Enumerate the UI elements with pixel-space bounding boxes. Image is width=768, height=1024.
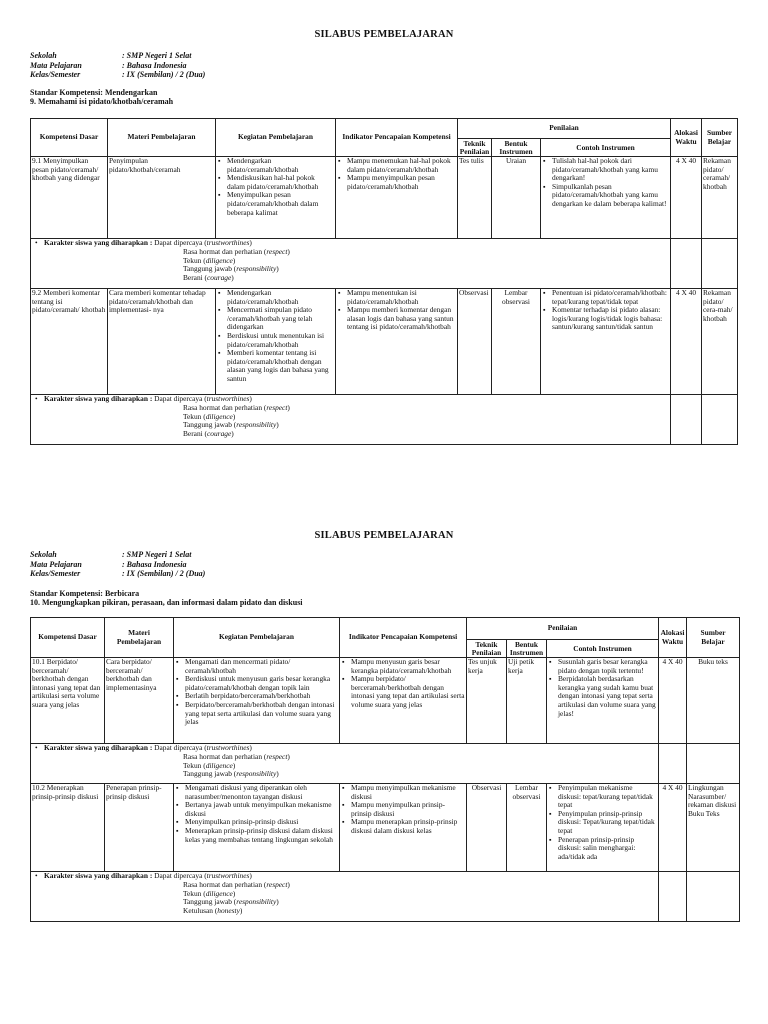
karakter-row bbox=[31, 395, 738, 445]
karakter-item: Tekun (diligence) bbox=[183, 411, 236, 421]
list-item: ▪ Mampu menyimpulkan prinsip-prinsip diskusi bbox=[351, 801, 465, 818]
materi-cell: Penyimpulan pidato/khotbah/ceramah bbox=[108, 157, 216, 239]
identity-key: Mata Pelajaran bbox=[30, 559, 82, 569]
contoh-cell bbox=[541, 289, 671, 395]
alokasi-cell: 4 X 40 bbox=[659, 784, 687, 872]
list-item: ▪ Mendengarkan pidato/ceramah/khotbah bbox=[227, 157, 334, 174]
list-item: ▪ Mampu menemukan hal-hal pokok dalam pidato/ceramah/khotbah bbox=[347, 157, 456, 174]
karakter-lead: Karakter siswa yang diharapkan : bbox=[44, 871, 153, 880]
karakter-item: Dapat dipercaya (trustworthines) bbox=[154, 394, 252, 403]
karakter-item: Dapat dipercaya (trustworthines) bbox=[154, 238, 252, 247]
header-indikator: Indikator Pencapaian Kompetensi bbox=[336, 119, 458, 157]
sumber-cell: Lingkungan Narasumber/ rekaman diskusi Buku Teks bbox=[687, 784, 740, 872]
sumber-cell: Buku teks bbox=[687, 658, 740, 744]
alokasi-cell: 4 X 40 bbox=[671, 157, 702, 239]
identity-key: Mata Pelajaran bbox=[30, 60, 82, 70]
header-teknik: Teknik Penilaian bbox=[467, 640, 507, 658]
karakter-item: Berani (courage) bbox=[183, 273, 234, 283]
standar-kompetensi bbox=[30, 88, 173, 106]
alokasi-cell: 4 X 40 bbox=[659, 658, 687, 744]
list-item: ▪ Menerapkan prinsip-prinsip diskusi dalam diskusi kelas yang membahas tentang lingkungan sekolah bbox=[185, 827, 338, 844]
list-item: ▪ Mampu memberi komentar dengan alasan logis dan bahasa yang santun tentang isi pidato/ceramah/khotbah bbox=[347, 306, 456, 332]
bullet-icon: • bbox=[35, 394, 38, 403]
karakter-row bbox=[31, 239, 738, 289]
identity-value: : IX (Sembilan) / 2 (Dua) bbox=[122, 70, 206, 79]
sumber-cell: Rekaman pidato/ ceramah/ khotbah bbox=[702, 157, 738, 239]
list-item: ▪ Memberi komentar tentang isi pidato/ceramah/khotbah dengan alasan yang logis dan bahasa yang santun bbox=[227, 349, 334, 383]
teknik-cell: Tes tulis bbox=[458, 157, 492, 239]
karakter-item: Berani (courage) bbox=[183, 429, 234, 439]
syllabus-table bbox=[30, 118, 738, 445]
list-item: ▪ Mampu menyimpulkan pesan pidato/ceramah/khotbah bbox=[347, 174, 456, 191]
header-kegiatan: Kegiatan Pembelajaran bbox=[174, 618, 340, 658]
list-item: ▪ Simpulkanlah pesan pidato/ceramah/khotbah yang kamu dengarkan ke dalam beberapa kalimat! bbox=[552, 183, 669, 209]
standar-kompetensi bbox=[30, 589, 303, 607]
header-sumber: Sumber Belajar bbox=[702, 119, 738, 157]
page-title: SILABUS PEMBELAJARAN bbox=[314, 530, 454, 541]
karakter-row bbox=[31, 744, 740, 784]
table-row bbox=[31, 289, 738, 395]
list-item: ▪ Mampu menyimpulkan mekanisme diskusi bbox=[351, 784, 465, 801]
karakter-cell bbox=[31, 872, 659, 922]
list-item: ▪ Mengamati diskusi yang diperankan oleh narasumber/menonton tayangan diskusi bbox=[185, 784, 338, 801]
karakter-lead: Karakter siswa yang diharapkan : bbox=[44, 394, 153, 403]
bentuk-cell: Lembar observasi bbox=[507, 784, 547, 872]
header-alokasi: Alokasi Waktu bbox=[671, 119, 702, 157]
karakter-item: Rasa hormat dan perhatian (respect) bbox=[183, 402, 290, 412]
contoh-cell bbox=[547, 658, 659, 744]
indikator-cell bbox=[340, 784, 467, 872]
karakter-cell bbox=[31, 395, 671, 445]
materi-cell: Cara berpidato/ berceramah/ berkhotbah dan implementasinya bbox=[105, 658, 174, 744]
bentuk-cell: Uji petik kerja bbox=[507, 658, 547, 744]
karakter-item: Tanggung jawab (responsibility) bbox=[183, 897, 279, 907]
indikator-cell bbox=[336, 289, 458, 395]
list-item: ▪ Bertanya jawab untuk menyimpulkan mekanisme diskusi bbox=[185, 801, 338, 818]
karakter-item: Tekun (diligence) bbox=[183, 255, 236, 265]
header-penilaian: Penilaian bbox=[467, 618, 659, 640]
list-item: ▪ Komentar terhadap isi pidato alasan: logis/kurang logis/tidak logis bahasa: santun/kurang santun/tidak santun bbox=[552, 306, 669, 332]
kd-cell: 10.1 Berpidato/ berceramah/ berkhotbah dengan intonasi yang tepat dan artikulasi serta volume suara yang jelas bbox=[31, 658, 105, 744]
list-item: ▪ Mampu berpidato/ berceramah/berkhotbah dengan intonasi yang tepat dan artikulasi serta volume suara yang jelas bbox=[351, 675, 465, 709]
kd-cell: 9.1 Menyimpulkan pesan pidato/ceramah/ khotbah yang didengar bbox=[31, 157, 108, 239]
header-kegiatan: Kegiatan Pembelajaran bbox=[216, 119, 336, 157]
karakter-lead: Karakter siswa yang diharapkan : bbox=[44, 743, 153, 752]
indikator-cell bbox=[336, 157, 458, 239]
contoh-cell bbox=[541, 157, 671, 239]
list-item: ▪ Penyimpulan prinsip-prinsip diskusi: Tepat/kurang tepat/tidak tepat bbox=[558, 810, 657, 836]
list-item: ▪ Menyimpulkan prinsip-prinsip diskusi bbox=[185, 818, 338, 827]
identity-value: : Bahasa Indonesia bbox=[122, 559, 187, 569]
karakter-item: Tekun (diligence) bbox=[183, 760, 236, 770]
header-penilaian: Penilaian bbox=[458, 119, 671, 139]
header-contoh: Contoh Instrumen bbox=[541, 139, 671, 157]
standar-item: 9. Memahami isi pidato/khotbah/ceramah bbox=[30, 97, 174, 106]
identity-value: : SMP Negeri 1 Selat bbox=[122, 51, 192, 60]
materi-cell: Cara memberi komentar tehadap pidato/ceramah/khotbah dan implementasi- nya bbox=[108, 289, 216, 395]
karakter-item: Rasa hormat dan perhatian (respect) bbox=[183, 879, 290, 889]
karakter-item: Rasa hormat dan perhatian (respect) bbox=[183, 751, 290, 761]
karakter-item: Tanggung jawab (responsibility) bbox=[183, 769, 279, 779]
list-item: ▪ Berpidato/berceramah/berkhotbah dengan intonasi yang tepat serta artikulasi dan volume suara yang jelas bbox=[185, 701, 338, 727]
kd-cell: 9.2 Memberi komentar tentang isi pidato/ceramah/ khotbah bbox=[31, 289, 108, 395]
karakter-cell bbox=[31, 744, 659, 784]
karakter-item: Dapat dipercaya (trustworthines) bbox=[154, 871, 252, 880]
alokasi-cell: 4 X 40 bbox=[671, 289, 702, 395]
list-item: ▪ Menyimpulkan pesan pidato/ceramah/khotbah dalam beberapa kalimat bbox=[227, 191, 334, 217]
bentuk-cell: Uraian bbox=[492, 157, 541, 239]
kd-cell: 10.2 Menerapkan prinsip-prinsip diskusi bbox=[31, 784, 105, 872]
kegiatan-cell bbox=[216, 289, 336, 395]
identity-value: : Bahasa Indonesia bbox=[122, 60, 187, 70]
identity-key: Kelas/Semester bbox=[30, 569, 81, 578]
karakter-row bbox=[31, 872, 740, 922]
table-row bbox=[31, 157, 738, 239]
identity-key: Sekolah bbox=[30, 51, 57, 60]
bullet-icon: • bbox=[35, 871, 38, 880]
header-bentuk: Bentuk Instrumen bbox=[492, 139, 541, 157]
header-bentuk: Bentuk Instrumen bbox=[507, 640, 547, 658]
standar-item: 10. Mengungkapkan pikiran, perasaan, dan informasi dalam pidato dan diskusi bbox=[30, 598, 303, 607]
table-row bbox=[31, 784, 740, 872]
identity-block bbox=[30, 51, 205, 80]
identity-key: Sekolah bbox=[30, 550, 57, 559]
syllabus-table bbox=[30, 617, 740, 922]
identity-key: Kelas/Semester bbox=[30, 70, 81, 79]
list-item: ▪ Berdiskusi untuk menyusun garis besar kerangka pidato/ceramah/khotbah dengan topik lain bbox=[185, 675, 338, 692]
kegiatan-cell bbox=[216, 157, 336, 239]
list-item: ▪ Mendiskusikan hal-hal pokok dalam pidato/ceramah/khotbah bbox=[227, 174, 334, 191]
identity-value: : IX (Sembilan) / 2 (Dua) bbox=[122, 569, 206, 578]
header-kompetensi: Kompetensi Dasar bbox=[31, 119, 108, 157]
list-item: ▪ Mendengarkan pidato/ceramah/khotbah bbox=[227, 289, 334, 306]
karakter-lead: Karakter siswa yang diharapkan : bbox=[44, 238, 153, 247]
bullet-icon: • bbox=[35, 238, 38, 247]
header-teknik: Teknik Penilaian bbox=[458, 139, 492, 157]
standar-label: Standar Kompetensi: Berbicara bbox=[30, 589, 140, 598]
header-alokasi: Alokasi Waktu bbox=[659, 618, 687, 658]
header-contoh: Contoh Instrumen bbox=[547, 640, 659, 658]
standar-label: Standar Kompetensi: Mendengarkan bbox=[30, 88, 158, 97]
identity-block bbox=[30, 550, 205, 579]
page-title: SILABUS PEMBELAJARAN bbox=[314, 29, 454, 40]
teknik-cell: Observasi bbox=[467, 784, 507, 872]
kegiatan-cell bbox=[174, 784, 340, 872]
list-item: ▪ Mampu menyusun garis besar kerangka pidato/ceramah/khotbah bbox=[351, 658, 465, 675]
kegiatan-cell bbox=[174, 658, 340, 744]
karakter-item: Tanggung jawab (responsibility) bbox=[183, 264, 279, 274]
karakter-cell bbox=[31, 239, 671, 289]
identity-value: : SMP Negeri 1 Selat bbox=[122, 550, 192, 559]
materi-cell: Penerapan prinsip-prinsip diskusi bbox=[105, 784, 174, 872]
header-kompetensi: Kompetensi Dasar bbox=[31, 618, 105, 658]
teknik-cell: Observasi bbox=[458, 289, 492, 395]
header-materi: Materi Pembelajaran bbox=[105, 618, 174, 658]
bullet-icon: • bbox=[35, 743, 38, 752]
list-item: ▪ Penerapan prinsip-prinsip diskusi: salin menghargai: ada/tidak ada bbox=[558, 836, 657, 862]
header-sumber: Sumber Belajar bbox=[687, 618, 740, 658]
karakter-item: Ketulusan (honesty) bbox=[183, 906, 243, 916]
list-item: ▪ Penentuan isi pidato/ceramah/khotbah: tepat/kurang tepat/tidak tepat bbox=[552, 289, 669, 306]
bentuk-cell: Lembar observasi bbox=[492, 289, 541, 395]
list-item: ▪ Mencermati simpulan pidato /ceramah/khotbah yang telah didengarkan bbox=[227, 306, 334, 332]
list-item: ▪ Berdiskusi untuk menentukan isi pidato/ceramah/khotbah bbox=[227, 332, 334, 349]
header-indikator: Indikator Pencapaian Kompetensi bbox=[340, 618, 467, 658]
list-item: ▪ Mengamati dan mencermati pidato/ ceramah/khotbah bbox=[185, 658, 338, 675]
list-item: ▪ Mampu menentukan isi pidato/ceramah/khotbah bbox=[347, 289, 456, 306]
indikator-cell bbox=[340, 658, 467, 744]
teknik-cell: Tes unjuk kerja bbox=[467, 658, 507, 744]
table-row bbox=[31, 658, 740, 744]
list-item: ▪ Berlatih berpidato/berceramah/berkhotbah bbox=[185, 692, 338, 701]
karakter-item: Tanggung jawab (responsibility) bbox=[183, 420, 279, 430]
list-item: ▪ Susunlah garis besar kerangka pidato dengan topik tertentu! bbox=[558, 658, 657, 675]
karakter-item: Dapat dipercaya (trustworthines) bbox=[154, 743, 252, 752]
list-item: ▪ Mampu menerapkan prinsip-prinsip diskusi dalam diskusi kelas bbox=[351, 818, 465, 835]
header-materi: Materi Pembelajaran bbox=[108, 119, 216, 157]
list-item: ▪ Tulislah hal-hal pokok dari pidato/ceramah/khotbah yang kamu dengarkan! bbox=[552, 157, 669, 183]
list-item: ▪ Penyimpulan mekanisme diskusi: tepat/kurang tepat/tidak tepat bbox=[558, 784, 657, 810]
karakter-item: Tekun (diligence) bbox=[183, 888, 236, 898]
contoh-cell bbox=[547, 784, 659, 872]
list-item: ▪ Berpidatolah berdasarkan kerangka yang sudah kamu buat dengan intonasi yang tepat serta artikulasi dan volume suara yang jelas! bbox=[558, 675, 657, 718]
sumber-cell: Rekaman pidato/ cera-mah/ khotbah bbox=[702, 289, 738, 395]
karakter-item: Rasa hormat dan perhatian (respect) bbox=[183, 246, 290, 256]
